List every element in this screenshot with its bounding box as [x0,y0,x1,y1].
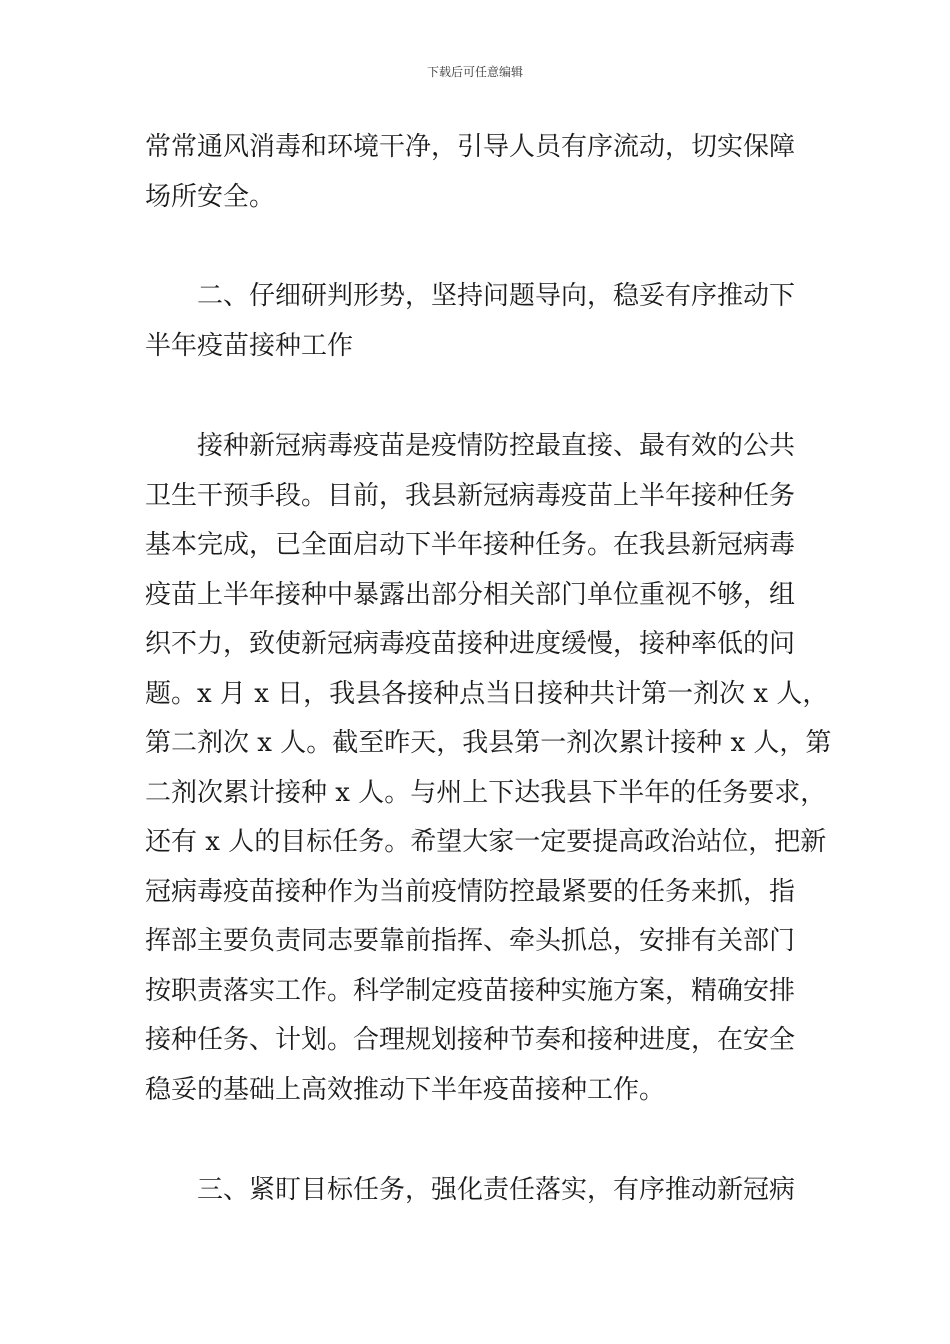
paragraph-line: 接种任务、计划。合理规划接种节奏和接种进度，在安全 [145,1025,796,1055]
paragraph-line: 按职责落实工作。科学制定疫苗接种实施方案，精确安排 [145,975,796,1006]
paragraph-line: 卫生干预手段。目前，我县新冠病毒疫苗上半年接种任务 [145,480,796,511]
paragraph-line: 常常通风消毒和环境干净，引导人员有序流动，切实保障 [145,132,796,162]
paragraph-line: 半年疫苗接种工作 [145,330,354,361]
paragraph-line: 还有 x 人的目标任务。希望大家一定要提高政治站位，把新 [145,827,827,857]
paragraph-line: 基本完成，已全面启动下半年接种任务。在我县新冠病毒 [145,530,796,560]
paragraph-line: 稳妥的基础上高效推动下半年疫苗接种工作。 [145,1074,666,1105]
paragraph-line: 三、紧盯目标任务，强化责任落实，有序推动新冠病 [197,1175,796,1205]
paragraph-1 [145,123,810,222]
paragraph-line: 场所安全。 [145,181,276,212]
paragraph-3 [145,422,832,1115]
paragraph-line: 冠病毒疫苗接种作为当前疫情防控最紧要的任务来抓，指 [145,876,796,907]
paragraph-line: 疫苗上半年接种中暴露出部分相关部门单位重视不够，组 [145,579,796,610]
paragraph-line: 二剂次累计接种 x 人。与州上下达我县下半年的任务要求， [145,777,827,808]
page-header: 下载后可任意编辑 [426,65,523,79]
section-heading-2 [145,272,810,371]
paragraph-line: 接种新冠病毒疫苗是疫情防控最直接、最有效的公共 [197,431,796,461]
paragraph-line: 二、仔细研判形势，坚持问题导向，稳妥有序推动下 [197,281,796,311]
paragraph-line: 题。x 月 x 日，我县各接种点当日接种共计第一剂次 x 人， [145,678,829,709]
section-heading-3 [145,1166,810,1216]
paragraph-line: 织不力，致使新冠病毒疫苗接种进度缓慢，接种率低的问 [145,629,796,659]
paragraph-line: 第二剂次 x 人。截至昨天，我县第一剂次累计接种 x 人，第 [145,728,832,758]
paragraph-line: 挥部主要负责同志要靠前指挥、牵头抓总，安排有关部门 [145,926,796,956]
